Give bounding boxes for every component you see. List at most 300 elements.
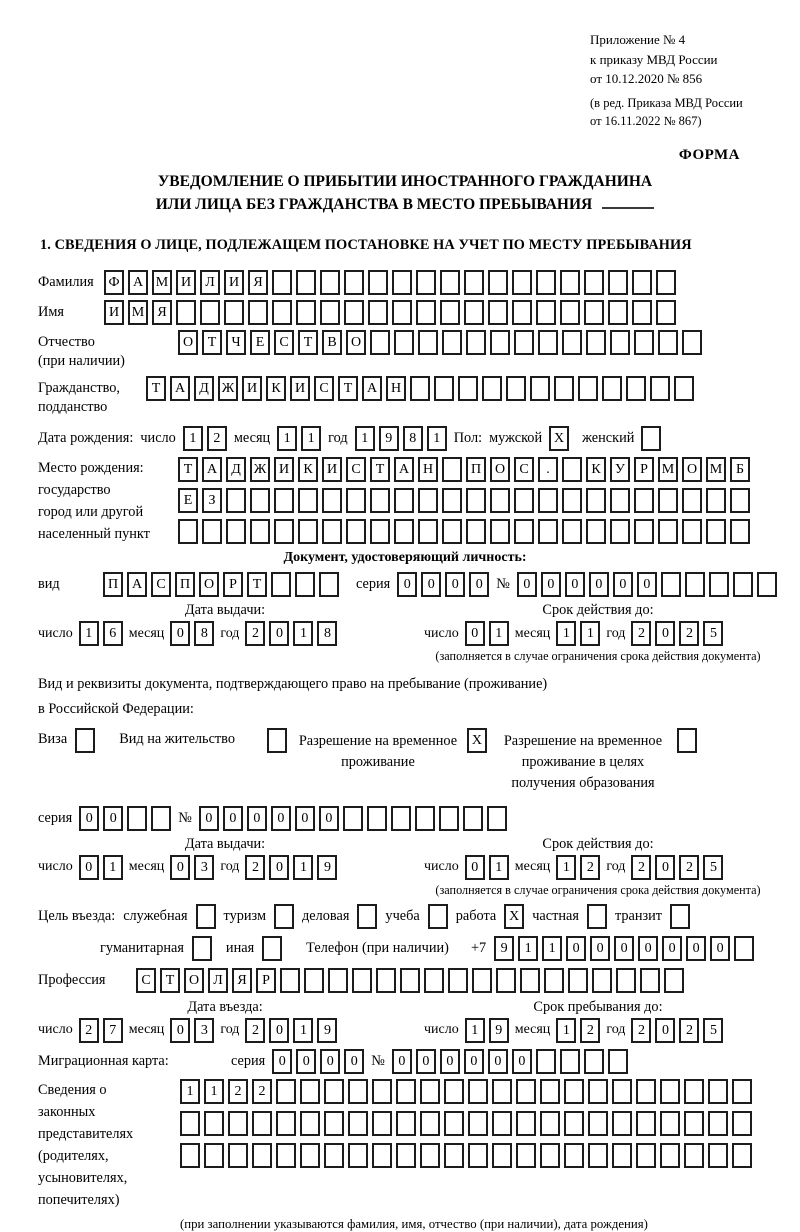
char-cell[interactable]: 5 <box>703 1018 723 1043</box>
char-cell[interactable] <box>204 1111 224 1136</box>
char-cell[interactable]: 0 <box>613 572 633 597</box>
char-cell[interactable] <box>496 968 516 993</box>
char-cell[interactable]: П <box>103 572 123 597</box>
char-cell[interactable] <box>396 1143 416 1168</box>
char-cell[interactable]: 5 <box>703 621 723 646</box>
char-cell[interactable] <box>512 300 532 325</box>
char-cell[interactable] <box>492 1079 512 1104</box>
char-cell[interactable]: 0 <box>469 572 489 597</box>
char-cell[interactable]: 1 <box>556 1018 576 1043</box>
char-cell[interactable] <box>516 1079 536 1104</box>
char-cell[interactable] <box>348 1143 368 1168</box>
char-cell[interactable]: 1 <box>489 855 509 880</box>
char-cell[interactable] <box>322 519 342 544</box>
char-cell[interactable] <box>530 376 550 401</box>
char-cell[interactable]: 3 <box>194 1018 214 1043</box>
char-cell[interactable]: Е <box>178 488 198 513</box>
char-cell[interactable] <box>416 270 436 295</box>
char-cell[interactable]: 9 <box>489 1018 509 1043</box>
char-cell[interactable]: Ж <box>250 457 270 482</box>
char-cell[interactable] <box>612 1111 632 1136</box>
char-cell[interactable] <box>444 1111 464 1136</box>
char-cell[interactable] <box>560 1049 580 1074</box>
char-cell[interactable] <box>320 300 340 325</box>
char-cell[interactable] <box>298 519 318 544</box>
char-cell[interactable]: О <box>199 572 219 597</box>
char-cell[interactable]: 1 <box>79 621 99 646</box>
char-cell[interactable]: Т <box>338 376 358 401</box>
char-cell[interactable] <box>392 270 412 295</box>
char-cell[interactable]: А <box>170 376 190 401</box>
char-cell[interactable]: У <box>610 457 630 482</box>
char-cell[interactable] <box>564 1079 584 1104</box>
char-cell[interactable] <box>514 488 534 513</box>
char-cell[interactable] <box>636 1143 656 1168</box>
char-cell[interactable] <box>250 519 270 544</box>
char-cell[interactable] <box>732 1143 752 1168</box>
char-cell[interactable] <box>660 1111 680 1136</box>
char-cell[interactable] <box>608 1049 628 1074</box>
char-cell[interactable] <box>444 1143 464 1168</box>
char-cell[interactable] <box>320 270 340 295</box>
char-cell[interactable]: 0 <box>103 806 123 831</box>
char-cell[interactable]: 1 <box>293 621 313 646</box>
char-cell[interactable]: 6 <box>103 621 123 646</box>
char-cell[interactable]: 0 <box>416 1049 436 1074</box>
char-cell[interactable] <box>392 300 412 325</box>
char-cell[interactable] <box>272 270 292 295</box>
char-cell[interactable] <box>300 1079 320 1104</box>
char-cell[interactable]: О <box>178 330 198 355</box>
char-cell[interactable] <box>250 488 270 513</box>
char-cell[interactable] <box>324 1111 344 1136</box>
char-cell[interactable] <box>344 300 364 325</box>
char-cell[interactable]: . <box>538 457 558 482</box>
char-cell[interactable]: К <box>586 457 606 482</box>
checkbox-cell[interactable] <box>274 904 294 929</box>
char-cell[interactable] <box>439 806 459 831</box>
char-cell[interactable] <box>730 519 750 544</box>
char-cell[interactable] <box>490 330 510 355</box>
char-cell[interactable] <box>442 519 462 544</box>
char-cell[interactable]: 1 <box>293 1018 313 1043</box>
checkbox-cell[interactable]: X <box>504 904 524 929</box>
char-cell[interactable] <box>640 968 660 993</box>
char-cell[interactable] <box>204 1143 224 1168</box>
checkbox-cell[interactable]: X <box>549 426 569 451</box>
char-cell[interactable] <box>352 968 372 993</box>
char-cell[interactable] <box>252 1111 272 1136</box>
char-cell[interactable]: Т <box>146 376 166 401</box>
char-cell[interactable] <box>586 519 606 544</box>
char-cell[interactable] <box>228 1143 248 1168</box>
char-cell[interactable] <box>536 270 556 295</box>
char-cell[interactable]: К <box>266 376 286 401</box>
char-cell[interactable] <box>634 519 654 544</box>
char-cell[interactable]: 0 <box>614 936 634 961</box>
char-cell[interactable] <box>562 457 582 482</box>
char-cell[interactable]: 3 <box>194 855 214 880</box>
char-cell[interactable]: 1 <box>180 1079 200 1104</box>
char-cell[interactable] <box>538 519 558 544</box>
char-cell[interactable]: 2 <box>679 855 699 880</box>
char-cell[interactable] <box>674 376 694 401</box>
char-cell[interactable] <box>708 1143 728 1168</box>
char-cell[interactable]: С <box>136 968 156 993</box>
char-cell[interactable]: 0 <box>295 806 315 831</box>
char-cell[interactable] <box>612 1143 632 1168</box>
char-cell[interactable]: 2 <box>631 855 651 880</box>
char-cell[interactable] <box>586 330 606 355</box>
char-cell[interactable]: А <box>127 572 147 597</box>
char-cell[interactable] <box>660 1079 680 1104</box>
char-cell[interactable]: Р <box>256 968 276 993</box>
char-cell[interactable] <box>228 1111 248 1136</box>
char-cell[interactable] <box>343 806 363 831</box>
char-cell[interactable]: И <box>274 457 294 482</box>
char-cell[interactable]: 1 <box>301 426 321 451</box>
checkbox-cell[interactable] <box>357 904 377 929</box>
char-cell[interactable]: С <box>514 457 534 482</box>
char-cell[interactable] <box>602 376 622 401</box>
char-cell[interactable] <box>370 330 390 355</box>
char-cell[interactable] <box>632 270 652 295</box>
char-cell[interactable]: И <box>290 376 310 401</box>
char-cell[interactable]: 1 <box>518 936 538 961</box>
char-cell[interactable]: Д <box>194 376 214 401</box>
char-cell[interactable] <box>636 1079 656 1104</box>
char-cell[interactable] <box>610 488 630 513</box>
char-cell[interactable] <box>560 270 580 295</box>
char-cell[interactable]: 0 <box>271 806 291 831</box>
checkbox-cell[interactable]: X <box>467 728 487 753</box>
char-cell[interactable]: 0 <box>170 855 190 880</box>
char-cell[interactable] <box>248 300 268 325</box>
char-cell[interactable] <box>610 330 630 355</box>
char-cell[interactable] <box>734 936 754 961</box>
char-cell[interactable] <box>200 300 220 325</box>
char-cell[interactable]: 0 <box>638 936 658 961</box>
char-cell[interactable]: Б <box>730 457 750 482</box>
char-cell[interactable] <box>544 968 564 993</box>
char-cell[interactable]: О <box>682 457 702 482</box>
char-cell[interactable]: 8 <box>194 621 214 646</box>
char-cell[interactable]: 8 <box>403 426 423 451</box>
char-cell[interactable] <box>684 1143 704 1168</box>
char-cell[interactable]: 0 <box>464 1049 484 1074</box>
char-cell[interactable] <box>650 376 670 401</box>
char-cell[interactable]: 5 <box>703 855 723 880</box>
char-cell[interactable] <box>656 300 676 325</box>
char-cell[interactable] <box>536 1049 556 1074</box>
char-cell[interactable] <box>540 1111 560 1136</box>
char-cell[interactable]: 0 <box>170 621 190 646</box>
char-cell[interactable]: 9 <box>379 426 399 451</box>
char-cell[interactable]: 2 <box>679 621 699 646</box>
char-cell[interactable] <box>514 330 534 355</box>
char-cell[interactable] <box>391 806 411 831</box>
char-cell[interactable]: С <box>151 572 171 597</box>
char-cell[interactable]: 0 <box>199 806 219 831</box>
char-cell[interactable]: 0 <box>517 572 537 597</box>
char-cell[interactable] <box>732 1079 752 1104</box>
char-cell[interactable]: 0 <box>655 621 675 646</box>
char-cell[interactable]: Д <box>226 457 246 482</box>
char-cell[interactable] <box>296 270 316 295</box>
char-cell[interactable] <box>592 968 612 993</box>
char-cell[interactable] <box>658 488 678 513</box>
char-cell[interactable] <box>560 300 580 325</box>
char-cell[interactable] <box>540 1079 560 1104</box>
char-cell[interactable]: 1 <box>489 621 509 646</box>
char-cell[interactable]: 1 <box>183 426 203 451</box>
char-cell[interactable] <box>684 1079 704 1104</box>
char-cell[interactable] <box>372 1143 392 1168</box>
checkbox-cell[interactable] <box>196 904 216 929</box>
char-cell[interactable]: 0 <box>344 1049 364 1074</box>
char-cell[interactable] <box>506 376 526 401</box>
char-cell[interactable] <box>464 270 484 295</box>
char-cell[interactable] <box>280 968 300 993</box>
char-cell[interactable] <box>536 300 556 325</box>
char-cell[interactable]: 0 <box>319 806 339 831</box>
char-cell[interactable] <box>706 488 726 513</box>
char-cell[interactable]: С <box>314 376 334 401</box>
char-cell[interactable]: 0 <box>488 1049 508 1074</box>
char-cell[interactable] <box>178 519 198 544</box>
char-cell[interactable] <box>226 519 246 544</box>
char-cell[interactable]: Н <box>386 376 406 401</box>
char-cell[interactable]: 9 <box>494 936 514 961</box>
char-cell[interactable] <box>578 376 598 401</box>
char-cell[interactable] <box>394 519 414 544</box>
char-cell[interactable] <box>424 968 444 993</box>
char-cell[interactable] <box>448 968 468 993</box>
checkbox-cell[interactable] <box>641 426 661 451</box>
char-cell[interactable]: Е <box>250 330 270 355</box>
char-cell[interactable]: 0 <box>465 855 485 880</box>
char-cell[interactable] <box>444 1079 464 1104</box>
char-cell[interactable]: 8 <box>317 621 337 646</box>
char-cell[interactable] <box>658 330 678 355</box>
char-cell[interactable] <box>328 968 348 993</box>
checkbox-cell[interactable] <box>267 728 287 753</box>
char-cell[interactable]: 2 <box>580 1018 600 1043</box>
char-cell[interactable] <box>512 270 532 295</box>
char-cell[interactable] <box>636 1111 656 1136</box>
char-cell[interactable] <box>487 806 507 831</box>
char-cell[interactable]: М <box>152 270 172 295</box>
char-cell[interactable]: Р <box>634 457 654 482</box>
char-cell[interactable] <box>492 1111 512 1136</box>
char-cell[interactable] <box>682 519 702 544</box>
char-cell[interactable] <box>418 488 438 513</box>
char-cell[interactable]: 9 <box>317 855 337 880</box>
char-cell[interactable] <box>396 1111 416 1136</box>
char-cell[interactable] <box>348 1111 368 1136</box>
char-cell[interactable]: 0 <box>392 1049 412 1074</box>
char-cell[interactable]: И <box>224 270 244 295</box>
char-cell[interactable] <box>464 300 484 325</box>
char-cell[interactable]: А <box>128 270 148 295</box>
char-cell[interactable]: И <box>322 457 342 482</box>
char-cell[interactable] <box>400 968 420 993</box>
char-cell[interactable]: 0 <box>79 806 99 831</box>
char-cell[interactable] <box>482 376 502 401</box>
char-cell[interactable]: 2 <box>679 1018 699 1043</box>
char-cell[interactable] <box>516 1143 536 1168</box>
char-cell[interactable]: 0 <box>223 806 243 831</box>
char-cell[interactable] <box>442 330 462 355</box>
char-cell[interactable] <box>410 376 430 401</box>
char-cell[interactable]: С <box>346 457 366 482</box>
char-cell[interactable]: 0 <box>269 621 289 646</box>
char-cell[interactable] <box>300 1143 320 1168</box>
char-cell[interactable] <box>344 270 364 295</box>
char-cell[interactable]: 0 <box>590 936 610 961</box>
char-cell[interactable] <box>706 519 726 544</box>
char-cell[interactable] <box>709 572 729 597</box>
char-cell[interactable]: О <box>346 330 366 355</box>
char-cell[interactable] <box>224 300 244 325</box>
char-cell[interactable] <box>562 488 582 513</box>
char-cell[interactable]: 2 <box>631 1018 651 1043</box>
char-cell[interactable] <box>420 1143 440 1168</box>
char-cell[interactable] <box>661 572 681 597</box>
char-cell[interactable] <box>634 488 654 513</box>
char-cell[interactable]: 2 <box>228 1079 248 1104</box>
char-cell[interactable]: 7 <box>103 1018 123 1043</box>
char-cell[interactable] <box>372 1079 392 1104</box>
char-cell[interactable]: Т <box>298 330 318 355</box>
char-cell[interactable]: Я <box>248 270 268 295</box>
char-cell[interactable]: 0 <box>272 1049 292 1074</box>
char-cell[interactable]: И <box>242 376 262 401</box>
char-cell[interactable] <box>372 1111 392 1136</box>
char-cell[interactable] <box>346 488 366 513</box>
char-cell[interactable] <box>554 376 574 401</box>
char-cell[interactable]: 0 <box>637 572 657 597</box>
char-cell[interactable]: М <box>706 457 726 482</box>
char-cell[interactable] <box>176 300 196 325</box>
char-cell[interactable] <box>612 1079 632 1104</box>
char-cell[interactable] <box>610 519 630 544</box>
char-cell[interactable] <box>520 968 540 993</box>
char-cell[interactable] <box>540 1143 560 1168</box>
char-cell[interactable]: Т <box>160 968 180 993</box>
char-cell[interactable]: М <box>128 300 148 325</box>
char-cell[interactable] <box>682 330 702 355</box>
char-cell[interactable] <box>440 270 460 295</box>
char-cell[interactable]: А <box>202 457 222 482</box>
char-cell[interactable] <box>322 488 342 513</box>
char-cell[interactable] <box>463 806 483 831</box>
char-cell[interactable] <box>420 1079 440 1104</box>
char-cell[interactable] <box>730 488 750 513</box>
char-cell[interactable] <box>468 1111 488 1136</box>
char-cell[interactable]: 0 <box>170 1018 190 1043</box>
char-cell[interactable]: 0 <box>440 1049 460 1074</box>
char-cell[interactable]: 0 <box>710 936 730 961</box>
char-cell[interactable]: 1 <box>465 1018 485 1043</box>
char-cell[interactable]: З <box>202 488 222 513</box>
char-cell[interactable]: Т <box>370 457 390 482</box>
char-cell[interactable] <box>708 1079 728 1104</box>
char-cell[interactable] <box>757 572 777 597</box>
char-cell[interactable]: М <box>658 457 678 482</box>
char-cell[interactable] <box>733 572 753 597</box>
char-cell[interactable] <box>616 968 636 993</box>
char-cell[interactable]: 0 <box>566 936 586 961</box>
char-cell[interactable] <box>568 968 588 993</box>
char-cell[interactable]: 0 <box>655 855 675 880</box>
char-cell[interactable] <box>658 519 678 544</box>
char-cell[interactable] <box>180 1111 200 1136</box>
char-cell[interactable] <box>127 806 147 831</box>
char-cell[interactable] <box>632 300 652 325</box>
char-cell[interactable]: 2 <box>631 621 651 646</box>
char-cell[interactable] <box>396 1079 416 1104</box>
char-cell[interactable]: Н <box>418 457 438 482</box>
char-cell[interactable] <box>488 300 508 325</box>
char-cell[interactable] <box>368 270 388 295</box>
char-cell[interactable] <box>394 330 414 355</box>
char-cell[interactable]: Т <box>178 457 198 482</box>
char-cell[interactable] <box>271 572 291 597</box>
char-cell[interactable]: П <box>175 572 195 597</box>
char-cell[interactable]: С <box>274 330 294 355</box>
checkbox-cell[interactable] <box>587 904 607 929</box>
char-cell[interactable]: 1 <box>355 426 375 451</box>
char-cell[interactable] <box>276 1111 296 1136</box>
char-cell[interactable] <box>367 806 387 831</box>
char-cell[interactable]: Л <box>200 270 220 295</box>
char-cell[interactable]: В <box>322 330 342 355</box>
char-cell[interactable] <box>415 806 435 831</box>
char-cell[interactable] <box>296 300 316 325</box>
char-cell[interactable] <box>626 376 646 401</box>
char-cell[interactable]: И <box>176 270 196 295</box>
char-cell[interactable]: 1 <box>204 1079 224 1104</box>
char-cell[interactable]: 0 <box>565 572 585 597</box>
char-cell[interactable] <box>442 457 462 482</box>
char-cell[interactable]: 0 <box>445 572 465 597</box>
char-cell[interactable]: 0 <box>512 1049 532 1074</box>
char-cell[interactable] <box>324 1079 344 1104</box>
char-cell[interactable] <box>276 1143 296 1168</box>
char-cell[interactable]: 0 <box>269 855 289 880</box>
char-cell[interactable]: 1 <box>103 855 123 880</box>
char-cell[interactable] <box>708 1111 728 1136</box>
char-cell[interactable]: 2 <box>207 426 227 451</box>
char-cell[interactable]: Т <box>202 330 222 355</box>
char-cell[interactable] <box>538 330 558 355</box>
char-cell[interactable] <box>490 488 510 513</box>
char-cell[interactable] <box>634 330 654 355</box>
char-cell[interactable]: 0 <box>541 572 561 597</box>
char-cell[interactable] <box>348 1079 368 1104</box>
char-cell[interactable] <box>492 1143 512 1168</box>
checkbox-cell[interactable] <box>677 728 697 753</box>
char-cell[interactable] <box>295 572 315 597</box>
char-cell[interactable] <box>584 1049 604 1074</box>
char-cell[interactable] <box>300 1111 320 1136</box>
char-cell[interactable] <box>466 330 486 355</box>
char-cell[interactable]: К <box>298 457 318 482</box>
char-cell[interactable]: И <box>104 300 124 325</box>
char-cell[interactable] <box>466 488 486 513</box>
char-cell[interactable] <box>732 1111 752 1136</box>
